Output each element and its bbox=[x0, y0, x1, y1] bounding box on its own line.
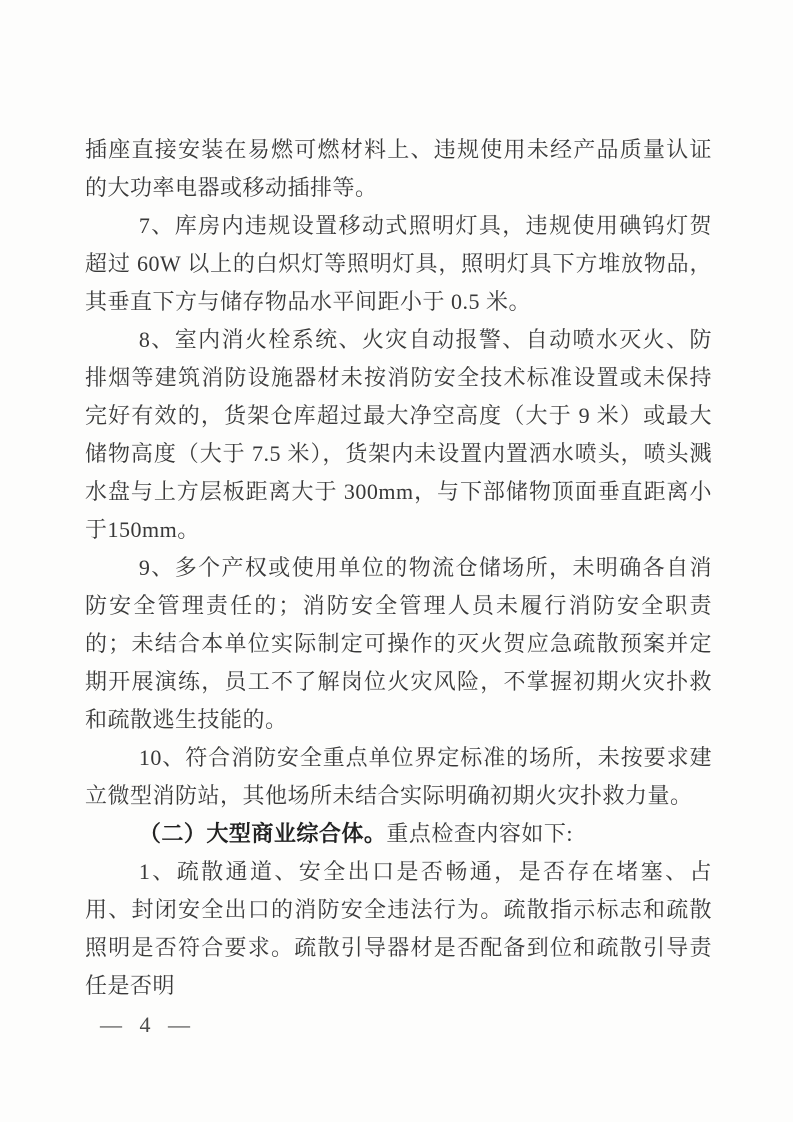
page-number: — 4 — bbox=[100, 1012, 196, 1037]
paragraph-item-9: 9、多个产权或使用单位的物流仓储场所，未明确各自消防安全管理责任的；消防安全管理人员未履行消防安全职责的；未结合本单位实际制定可操作的灭火贺应急疏散预案并定期开展演练，员工不了解岗位火灾风险，不掌握初期火灾扑救和疏散逃生技能的。 bbox=[85, 555, 712, 732]
section-heading-title: （二）大型商业综合体。 bbox=[138, 821, 387, 846]
section-heading bbox=[85, 815, 712, 853]
section-heading-rest: 重点检查内容如下: bbox=[386, 821, 574, 846]
paragraph-item-10: 10、符合消防安全重点单位界定标准的场所，未按要求建立微型消防站，其他场所未结合实际明确初期火灾扑救力量。 bbox=[85, 745, 712, 808]
paragraph-continuation: 插座直接安装在易燃可燃材料上、违规使用未经产品质量认证的大功率电器或移动插排等。 bbox=[85, 137, 712, 200]
page-footer bbox=[100, 1012, 196, 1038]
paragraph-item-7: 7、库房内违规设置移动式照明灯具，违规使用碘钨灯贺超过 60W 以上的白炽灯等照明灯具，照明灯具下方堆放物品，其垂直下方与储存物品水平间距小于 0.5 米。 bbox=[85, 213, 712, 314]
paragraph-item-1: 1、疏散通道、安全出口是否畅通，是否存在堵塞、占用、封闭安全出口的消防安全违法行为。疏散指示标志和疏散照明是否符合要求。疏散引导器材是否配备到位和疏散引导责任是否明 bbox=[85, 859, 712, 998]
document-body bbox=[85, 131, 712, 1005]
paragraph-item-8: 8、室内消火栓系统、火灾自动报警、自动喷水灭火、防排烟等建筑消防设施器材未按消防安全技术标准设置或未保持完好有效的，货架仓库超过最大净空高度（大于 9 米）或最大储物高度（大于 7.5 米），货架内未设置内置洒水喷头，喷头溅水盘与上方层板距离大于 300mm，与下部储物顶面垂直距离小于150mm。 bbox=[85, 327, 712, 542]
